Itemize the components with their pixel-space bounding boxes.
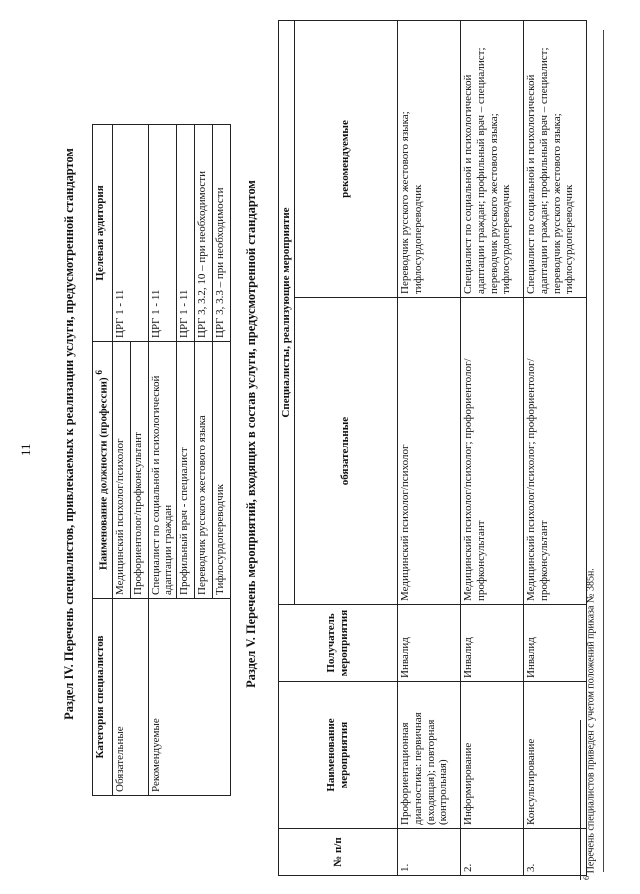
table-header-row	[93, 125, 113, 796]
cell-audience: ЦРГ 1 - 11	[148, 125, 177, 342]
cell-mandatory: Медицинский психолог/психолог; профориентолог/профконсультант	[523, 298, 586, 605]
cell-mandatory: Медицинский психолог/психолог	[397, 298, 460, 605]
header-category: Категория специалистов	[93, 599, 113, 796]
header-recipient: Получатель мероприятия	[279, 605, 398, 682]
header-recommended: рекомендуемые	[294, 21, 397, 298]
cell-recommended: Переводчик русского жестового языка; тифлосурдопереводчик	[397, 21, 460, 298]
cell-category: Обязательные	[112, 599, 148, 796]
cell-activity-name: Консультирование	[523, 682, 586, 829]
footnote	[582, 568, 596, 880]
cell-audience: ЦРГ 3, 3.3 – при необходимости	[213, 125, 231, 342]
table-header-row	[279, 21, 295, 876]
section-4-title: Раздел IV. Перечень специалистов, привлекаемых к реализации услуги, предусмотренной стандартом	[62, 148, 76, 720]
header-position	[93, 342, 113, 599]
cell-mandatory: Медицинский психолог/психолог; профориентолог/профконсультант	[460, 298, 523, 605]
cell-recommended: Специалист по социальной и психологической адаптации граждан; профильный врач – специалист; переводчик русского жестового языка; тифлосурдопереводчик	[523, 21, 586, 298]
table-row	[112, 125, 130, 796]
cell-num: 2.	[460, 829, 523, 876]
header-specialists: Специалисты, реализующие мероприятие	[279, 21, 295, 605]
cell-position: Профориентолог/профконсультант	[130, 342, 148, 599]
footnote-mark: 6	[582, 875, 591, 880]
activities-table	[278, 20, 587, 876]
cell-position: Медицинский психолог/психолог	[112, 342, 130, 599]
cell-recipient: Инвалид	[523, 605, 586, 682]
footnote-ref: 6	[94, 369, 104, 375]
cell-num: 3.	[523, 829, 586, 876]
header-activity-name: Наименование мероприятия	[279, 682, 398, 829]
table-row	[523, 21, 586, 876]
table-row	[397, 21, 460, 876]
cell-recipient: Инвалид	[460, 605, 523, 682]
cell-category: Рекомендуемые	[148, 599, 231, 796]
cell-position: Переводчик русского жестового языка	[195, 342, 213, 599]
header-mandatory: обязательные	[294, 298, 397, 605]
cell-audience: ЦРГ 3, 3.2, 10 – при необходимости	[195, 125, 213, 342]
specialists-table	[92, 124, 231, 796]
cell-activity-name: Профориентационная диагностика: первичная (входящая); повторная (контрольная)	[397, 682, 460, 829]
cell-recipient: Инвалид	[397, 605, 460, 682]
header-audience: Целевая аудитория	[93, 125, 113, 342]
section-5-title: Раздел V. Перечень мероприятий, входящих в состав услуги, предусмотренной стандартом	[244, 180, 258, 688]
cell-audience: ЦРГ 1 - 11	[177, 125, 195, 342]
footnote-separator	[580, 720, 581, 880]
footnote-text: Перечень специалистов приведен с учетом положений приказа № 385н.	[585, 568, 597, 874]
table-row	[148, 125, 177, 796]
header-num: № п/п	[279, 829, 398, 876]
cell-num: 1.	[397, 829, 460, 876]
cell-recommended: Специалист по социальной и психологической адаптации граждан; профильный врач – специалист; переводчик русского жестового языка; тифлосурдопереводчик	[460, 21, 523, 298]
cell-activity-name: Информирование	[460, 682, 523, 829]
header-position-label: Наименование должности (профессии)	[97, 377, 110, 571]
cell-audience: ЦРГ 1 - 11	[112, 125, 148, 342]
cell-position: Специалист по социальной и психологической адаптации граждан	[148, 342, 177, 599]
cell-position: Профильный врач - специалист	[177, 342, 195, 599]
table-row	[460, 21, 523, 876]
cell-position: Тифлосурдопереводчик	[213, 342, 231, 599]
page-number: 11	[18, 443, 33, 456]
